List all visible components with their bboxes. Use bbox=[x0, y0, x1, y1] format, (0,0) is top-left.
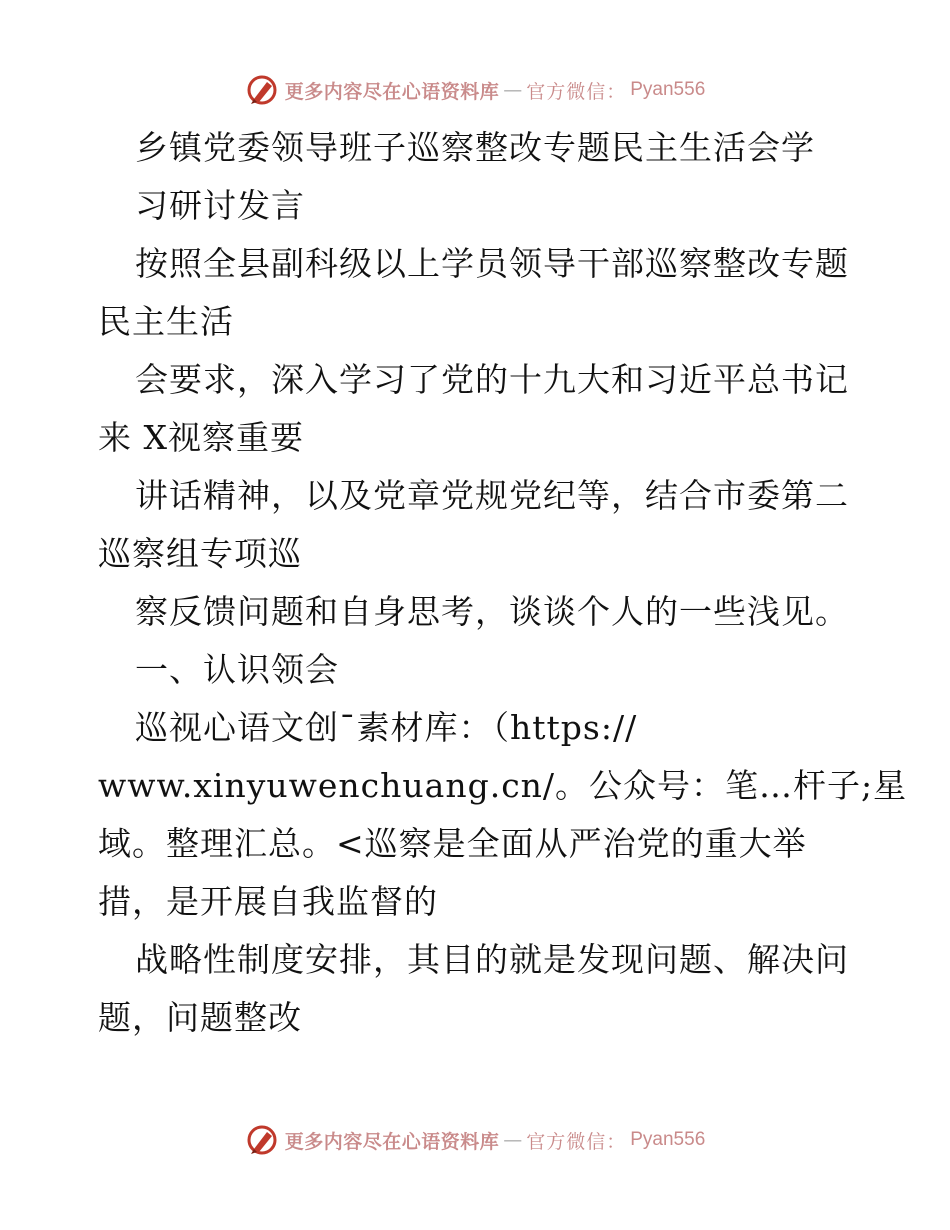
footer-watermark-banner bbox=[0, 1118, 950, 1162]
text-line: 战略性制度安排，其目的就是发现问题、解决问 bbox=[135, 940, 849, 979]
header-watermark-banner bbox=[0, 68, 950, 112]
watermark-wechat-id: Pyan556 bbox=[630, 79, 706, 100]
watermark-main-text: 更多内容尽在心语资料库 bbox=[284, 80, 500, 103]
document-body bbox=[98, 119, 908, 1047]
text-line: 乡镇党委领导班子巡察整改专题民主生活会学 bbox=[135, 128, 815, 167]
text-line: 域。整理汇总。<巡察是全面从严治党的重大举 bbox=[98, 824, 807, 863]
text-line: 察反馈问题和自身思考，谈谈个人的一些浅见。 bbox=[135, 592, 849, 631]
text-line: 讲话精神，以及党章党规党纪等，结合市委第二 bbox=[135, 476, 849, 515]
watermark-wechat-id: Pyan556 bbox=[630, 1129, 706, 1150]
watermark-dash: — bbox=[503, 79, 523, 101]
text-line: 习研讨发言 bbox=[135, 186, 305, 225]
text-line: 措，是开展自我监督的 bbox=[98, 882, 438, 921]
text-line: www.xinyuwenchuang.cn/。公众号：笔…杆子;星 bbox=[98, 766, 908, 805]
watermark-dash: — bbox=[503, 1129, 523, 1151]
text-line: 巡察组专项巡 bbox=[98, 534, 302, 573]
pen-logo-icon bbox=[245, 73, 279, 107]
text-line: 巡视心语文创¯素材库：（https:// bbox=[135, 708, 638, 747]
watermark-main-text: 更多内容尽在心语资料库 bbox=[284, 1130, 500, 1153]
text-line: 按照全县副科级以上学员领导干部巡察整改专题 bbox=[135, 244, 849, 283]
text-line: 一、认识领会 bbox=[135, 650, 339, 689]
text-line: 民主生活 bbox=[98, 302, 234, 341]
text-line: 会要求，深入学习了党的十九大和习近平总书记 bbox=[135, 360, 849, 399]
pen-logo-icon bbox=[245, 1123, 279, 1157]
text-line: 来 X视察重要 bbox=[98, 418, 304, 457]
watermark-wechat-label: 官方微信： bbox=[526, 1130, 627, 1153]
text-line: 题，问题整改 bbox=[98, 998, 302, 1037]
watermark-wechat-label: 官方微信： bbox=[526, 80, 627, 103]
